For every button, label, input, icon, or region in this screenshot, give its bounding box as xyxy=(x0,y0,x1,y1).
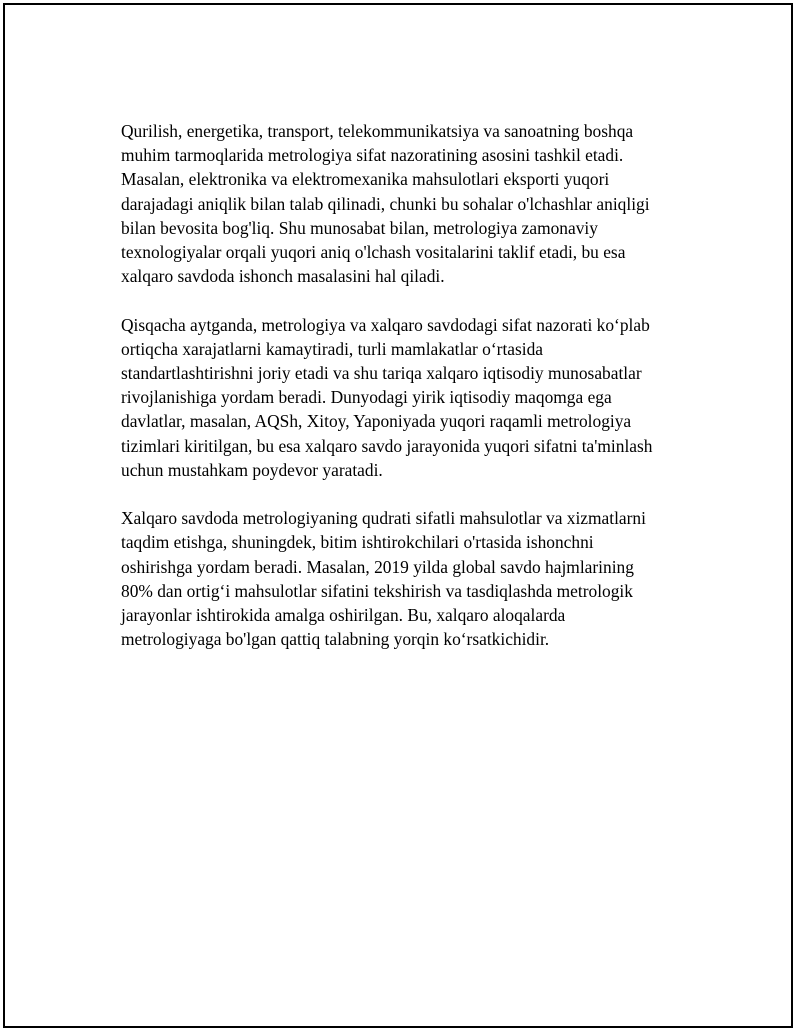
paragraph-2: Qisqacha aytganda, metrologiya va xalqaro savdodagi sifat nazorati koʻplab ortiqcha xarajatlarni kamaytiradi, turli mamlakatlar oʻrtasida standartlashtirishni joriy etadi va shu tariqa xalqaro iqtisodiy munosabatlar rivojlanishiga yordam beradi. Dunyodagi yirik iqtisodiy maqomga ega davlatlar, masalan, AQSh, Xitoy, Yaponiyada yuqori raqamli metrologiya tizimlari kiritilgan, bu esa xalqaro savdo jarayonida yuqori sifatni ta'minlash uchun mustahkam poydevor yaratadi. xyxy=(121,314,653,480)
page-frame xyxy=(3,3,793,1028)
document-body xyxy=(121,119,696,676)
paragraph-3: Xalqaro savdoda metrologiyaning qudrati sifatli mahsulotlar va xizmatlarni taqdim etishga, shuningdek, bitim ishtirokchilari o'rtasida ishonchni oshirishga yordam beradi. Masalan, 2019 yilda global savdo hajmlarining 80% dan ortigʻi mahsulotlar sifatini tekshirish va tasdiqlashda metrologik jarayonlar ishtirokida amalga oshirilgan. Bu, xalqaro aloqalarda metrologiyaga bo'lgan qattiq talabning yorqin koʻrsatkichidir. xyxy=(121,508,646,650)
paragraph-1: Qurilish, energetika, transport, telekommunikatsiya va sanoatning boshqa muhim tarmoqlarida metrologiya sifat nazoratining asosini tashkil etadi. Masalan, elektronika va elektromexanika mahsulotlari eksporti yuqori darajadagi aniqlik bilan talab qilinadi, chunki bu sohalar o'lchashlar aniqligi bilan bevosita bog'liq. Shu munosabat bilan, metrologiya zamonaviy texnologiyalar orqali yuqori aniq o'lchash vositalarini taklif etadi, bu esa xalqaro savdoda ishonch masalasini hal qiladi. xyxy=(121,121,650,287)
